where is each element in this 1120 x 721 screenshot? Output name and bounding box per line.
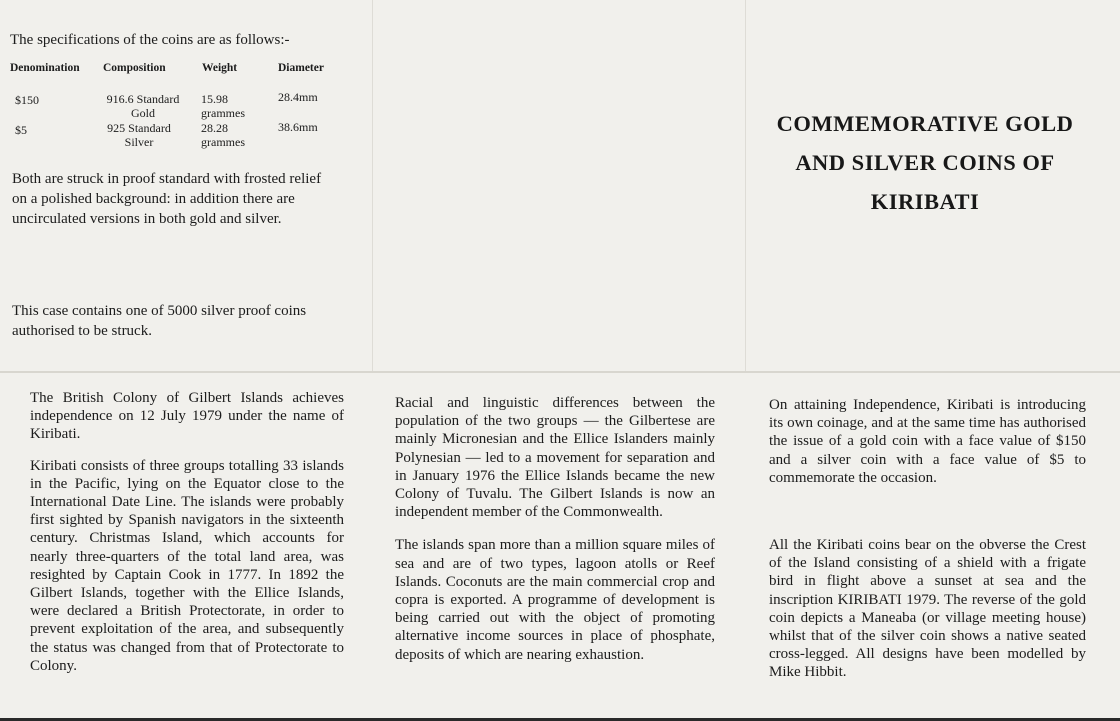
column-coinage <box>769 396 1086 695</box>
row1-composition-line1: 916.6 Standard <box>106 92 180 106</box>
row2-weight-line2: grammes <box>201 135 245 149</box>
row2-diameter: 38.6mm <box>278 120 318 134</box>
row1-weight-line2: grammes <box>201 106 245 120</box>
row2-weight <box>201 121 245 149</box>
row1-composition-line2: Gold <box>131 106 155 120</box>
history-paragraph-1: The British Colony of Gilbert Islands achieves independence on 12 July 1979 under the name of Kiribati. <box>30 390 344 443</box>
geography-paragraph-2: The islands span more than a million square miles of sea and are of two types, lagoon atolls or Reef Islands. Coconuts are the main commercial crop and copra is exported. A programme of development is being carried out with the object of promoting alternative income sources in place of phosphate, deposits of which are nearing exhaustion. <box>395 537 715 663</box>
row1-weight <box>201 92 245 120</box>
row2-composition-line2: Silver <box>124 135 154 149</box>
row2-composition-line1: 925 Standard <box>107 121 171 135</box>
column-geography <box>395 394 715 677</box>
row1-denomination: $150 <box>15 93 39 107</box>
title-line3: KIRIBATI <box>870 189 980 214</box>
header-denomination: Denomination <box>10 62 80 74</box>
column-history <box>30 389 344 688</box>
header-diameter: Diameter <box>278 62 324 74</box>
page-title <box>745 104 1105 221</box>
header-weight: Weight <box>202 62 238 74</box>
header-composition: Composition <box>103 62 166 74</box>
row2-composition <box>98 121 180 149</box>
row1-diameter: 28.4mm <box>278 90 318 104</box>
finish-note: Both are struck in proof standard with frosted relief on a polished background: in addition there are uncirculated versions in both gold and silver. <box>12 171 322 227</box>
fold-line-horizontal <box>0 371 1120 373</box>
coinage-paragraph-1: On attaining Independence, Kiribati is introducing its own coinage, and at the same time has authorised the issue of a gold coin with a face value of $150 and a silver coin with a face value of $5 to commemorate the occasion. <box>769 397 1086 486</box>
history-paragraph-2: Kiribati consists of three groups totalling 33 islands in the Pacific, lying on the Equator close to the International Date Line. The islands were probably first sighted by Spanish navigators in the sixteenth century. Christmas Island, which accounts for nearly three-quarters of the total land area, was resighted by Captain Cook in 1777. In 1892 the Gilbert Islands, together with the Ellice Islands, were declared a British Protectorate, in order to prevent exploitation of the area, and subsequently the status was changed from that of Protectorate to Colony. <box>30 457 344 674</box>
title-line1: COMMEMORATIVE GOLD <box>776 111 1074 136</box>
fold-line-left <box>372 0 373 372</box>
case-note: This case contains one of 5000 silver proof coins authorised to be struck. <box>12 303 307 339</box>
specs-intro: The specifications of the coins are as follows:- <box>10 32 290 48</box>
geography-paragraph-1: Racial and linguistic differences between the population of the two groups — the Gilbertese are mainly Micronesian and the Ellice Islanders mainly Polynesian — led to a movement for separation and in January 1976 the Ellice Islands became the new Colony of Tuvalu. The Gilbert Islands is now an independent member of the Commonwealth. <box>395 395 715 521</box>
row2-denomination: $5 <box>15 123 27 137</box>
title-line2: AND SILVER COINS OF <box>795 150 1055 175</box>
row1-weight-line1: 15.98 <box>201 92 228 106</box>
row2-weight-line1: 28.28 <box>201 121 228 135</box>
row1-composition <box>102 92 184 120</box>
coinage-paragraph-2: All the Kiribati coins bear on the obverse the Crest of the Island consisting of a shield with a frigate bird in flight above a sunset at sea and the inscription KIRIBATI 1979. The reverse of the gold coin depicts a Maneaba (or village meeting house) whilst that of the silver coin shows a native seated cross-legged. All designs have been modelled by Mike Hibbit. <box>769 537 1086 681</box>
